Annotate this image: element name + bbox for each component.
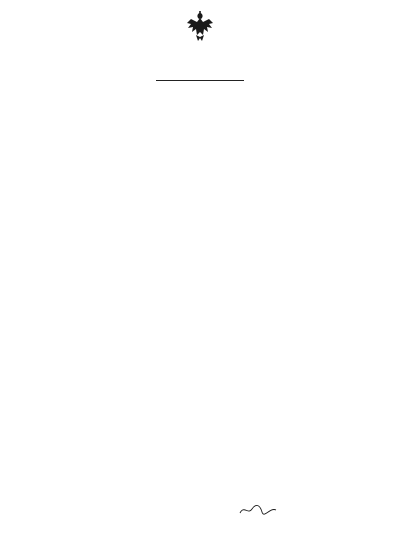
garuda-emblem-icon [185, 9, 215, 43]
title-divider [156, 80, 244, 81]
signature-mark [238, 503, 278, 517]
